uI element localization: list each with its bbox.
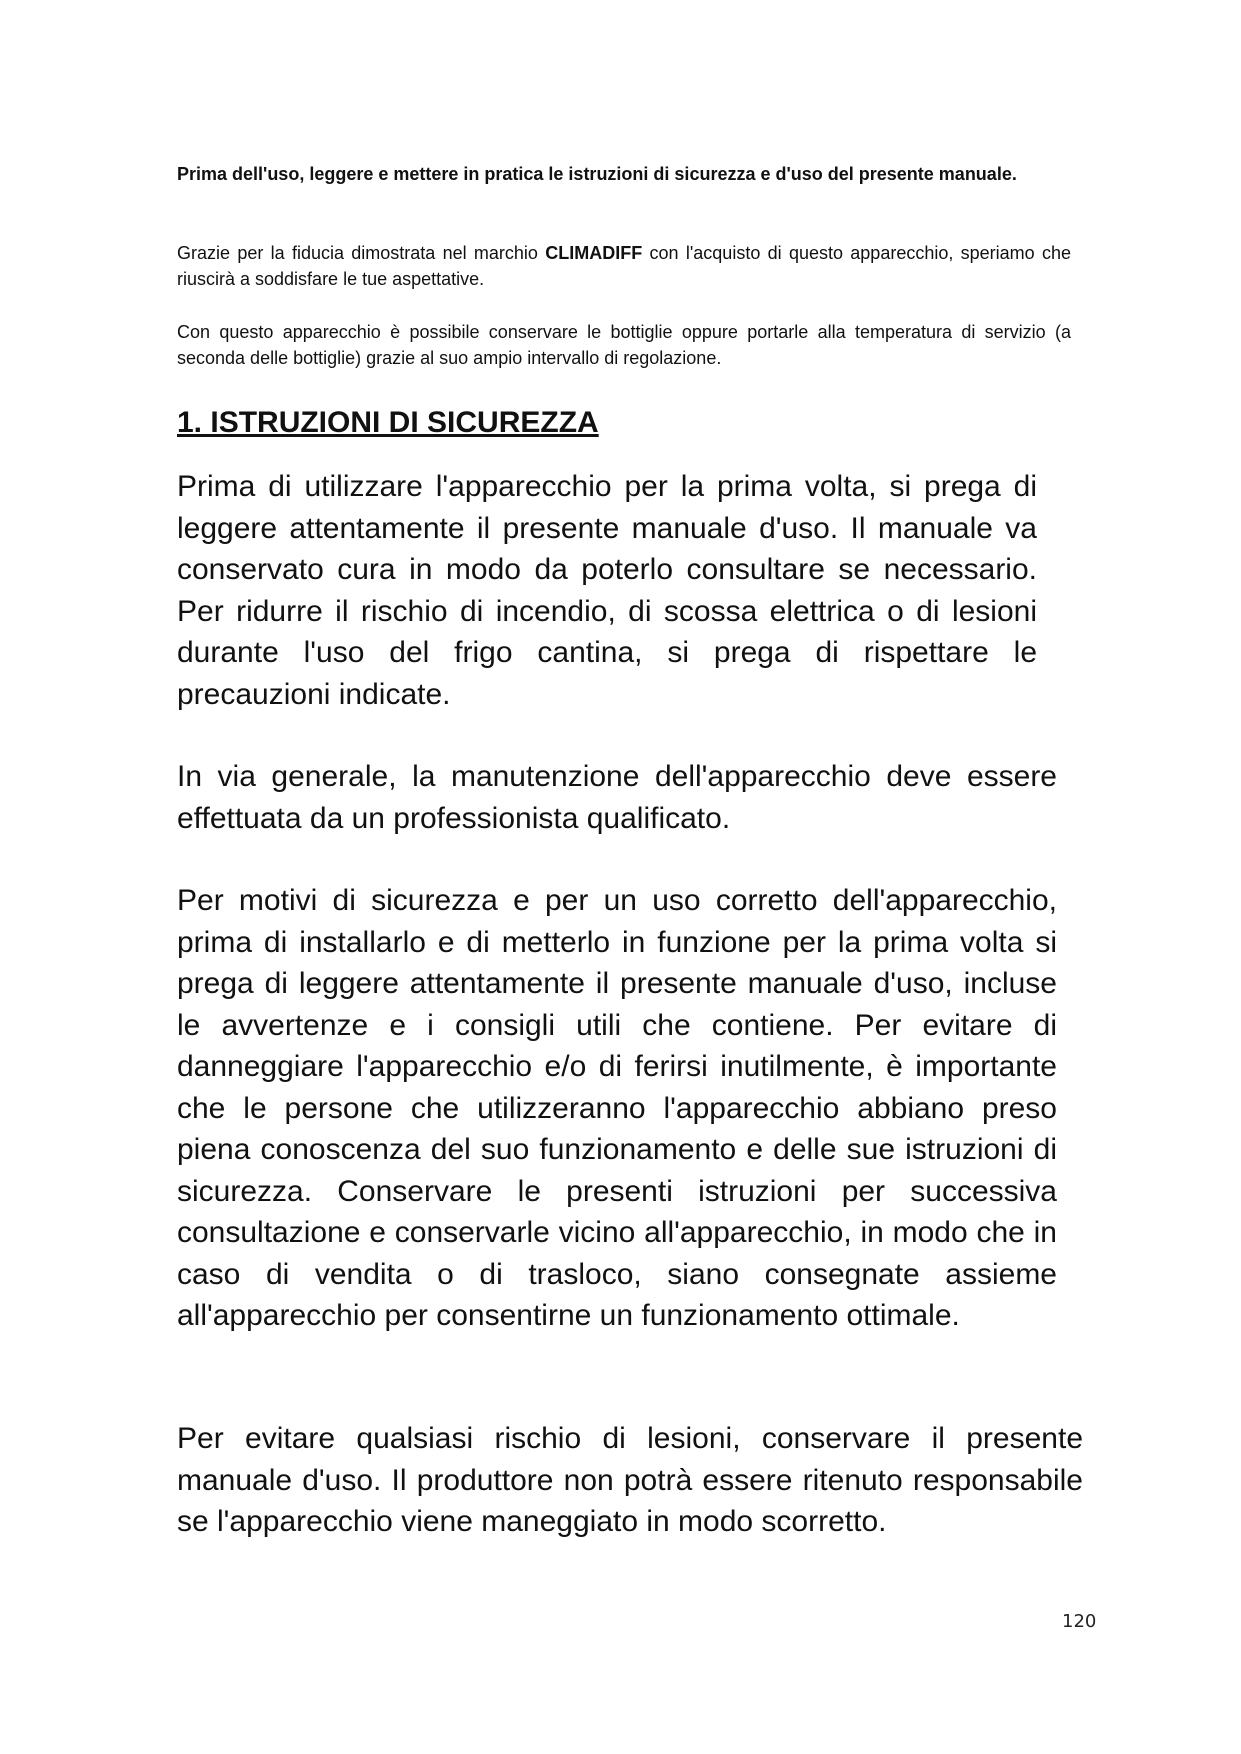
paragraph-before-first-use: Prima di utilizzare l'apparecchio per la prima volta, si prega di leggere attentamente il presente manuale d'uso. Il manuale va conservato cura in modo da poterlo consultare se necessario. Per ridurre il rischio di incendio, di scossa elettrica o di lesioni durante l'uso del frigo cantina, si prega di rispettare le precauzioni indicate. [177, 470, 1037, 711]
section-title: 1. ISTRUZIONI DI SICUREZZA [177, 406, 599, 439]
thanks-paragraph [177, 240, 1071, 292]
paragraph-keep-manual: Per evitare qualsiasi rischio di lesioni, conservare il presente manuale d'uso. Il produttore non potrà essere ritenuto responsabile se l'apparecchio viene maneggiato in modo scorretto. [177, 1422, 1083, 1538]
appliance-description: Con questo apparecchio è possibile conservare le bottiglie oppure portarle alla temperatura di servizio (a seconda delle bottiglie) grazie al suo ampio intervallo di regolazione. [177, 322, 1071, 368]
page-number: 120 [1062, 1611, 1097, 1632]
paragraph-safety-reasons: Per motivi di sicurezza e per un uso corretto dell'apparecchio, prima di installarlo e di metterlo in funzione per la prima volta si prega di leggere attentamente il presente manuale d'uso, incluse le avvertenze e i consigli utili che contiene. Per evitare di danneggiare l'apparecchio e/o di ferirsi inutilmente, è importante che le persone che utilizzeranno l'apparecchio abbiano preso piena conoscenza del suo funzionamento e delle sue istruzioni di sicurezza. Conservare le presenti istruzioni per successiva consultazione e conservarle vicino all'apparecchio, in modo che in caso di vendita o di trasloco, siano consegnate assieme all'apparecchio per consentirne un funzionamento ottimale. [177, 884, 1057, 1332]
brand-name: CLIMADIFF [545, 243, 643, 263]
paragraph-maintenance: In via generale, la manutenzione dell'apparecchio deve essere effettuata da un professionista qualificato. [177, 760, 1057, 835]
thanks-text-end: con l'acquisto di questo apparecchio, speriamo che riuscirà a soddisfare le tue aspettative. [177, 243, 1072, 289]
thanks-text-start: Grazie per la fiducia dimostrata nel marchio [177, 243, 546, 263]
safety-warning-intro: Prima dell'uso, leggere e mettere in pratica le istruzioni di sicurezza e d'uso del presente manuale. [177, 164, 1017, 184]
